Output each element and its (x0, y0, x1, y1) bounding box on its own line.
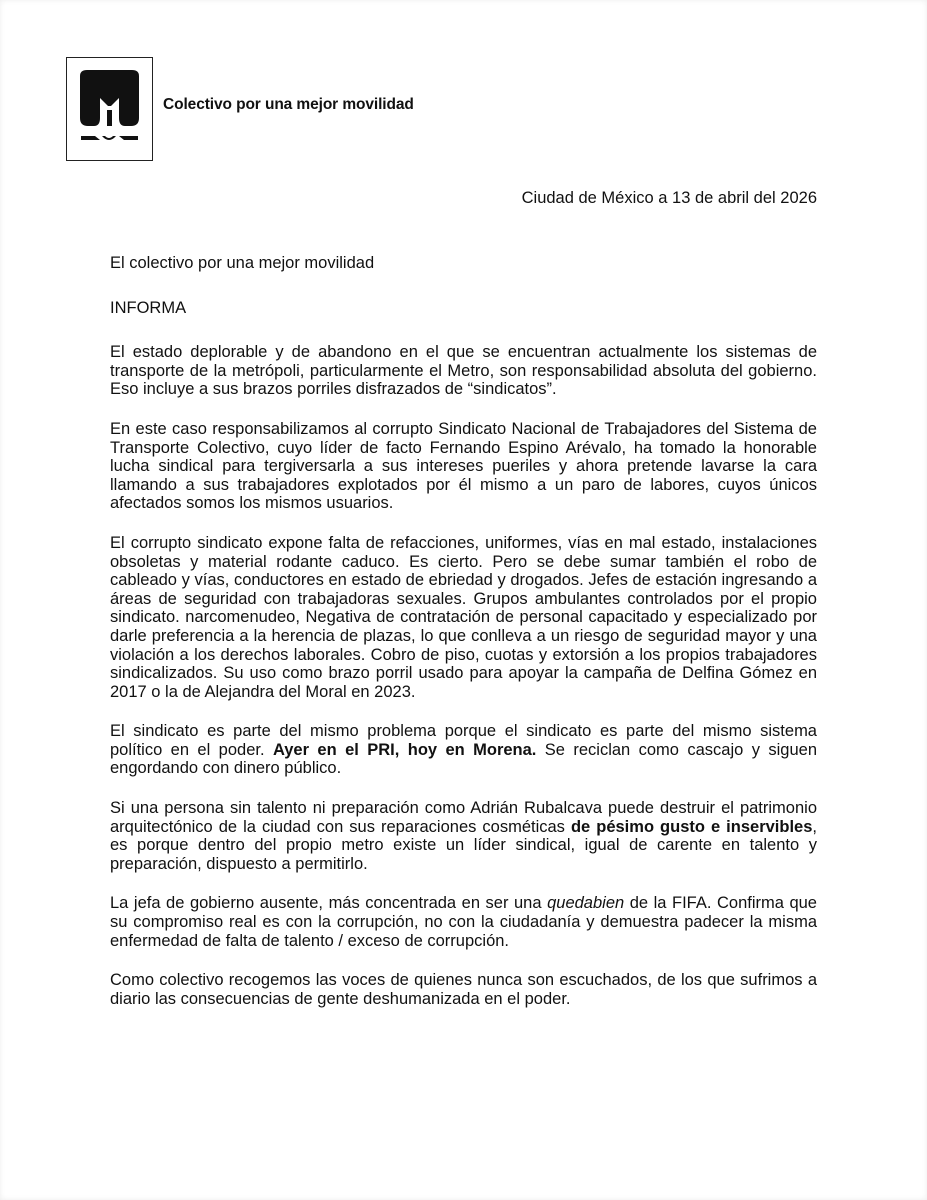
colectivo-cm-logo-icon (67, 58, 152, 160)
paragraph-6-text-end: de la FIFA. Confirma que su compromiso real es con la corrupción, no con la ciudadanía y demuestra padecer la misma enfermedad de falta de talento / exceso de corrupción. (110, 894, 817, 950)
paragraph-5 (110, 799, 817, 873)
paragraph-4-text: El sindicato es parte del mismo problema porque el sindicato es parte del mismo sistema político en el poder. (110, 722, 817, 759)
paragraph-6-italic: quedabien (547, 894, 625, 913)
letter-body (110, 254, 817, 1029)
letter-date: Ciudad de México a 13 de abril del 2026 (521, 189, 817, 207)
paragraph-6 (110, 894, 817, 950)
paragraph-5-text: Si una persona sin talento ni preparación como Adrián Rubalcava puede destruir el patrimonio arquitectónico de la ciudad con sus reparaciones cosméticas (110, 799, 817, 836)
paragraph-3: El corrupto sindicato expone falta de refacciones, uniformes, vías en mal estado, instalaciones obsoletas y material rodante caduco. Es cierto. Pero se debe sumar también el robo de cableado y vías, conductores en estado de ebriedad y drogados. Jefes de estación ingresando a áreas de seguridad con trabajadoras sexuales. Grupos ambulantes controlados por el propio sindicato. narcomenudeo, Negativa de contratación de personal capacitado y especializado por darle preferencia a la herencia de plazas, lo que conlleva a un riesgo de seguridad mayor y una violación a los derechos laborales. Cobro de piso, cuotas y extorsión a los propios trabajadores sindicalizados. Su uso como brazo porril usado para apoyar la campaña de Delfina Gómez en 2017 o la de Alejandra del Moral en 2023. (110, 533, 817, 701)
paragraph-4-text-end: Se reciclan como cascajo y siguen engordando con dinero público. (110, 740, 817, 778)
paragraph-2: En este caso responsabilizamos al corrupto Sindicato Nacional de Trabajadores del Sistema de Transporte Colectivo, cuyo líder de facto Fernando Espino Arévalo, ha tomado la honorable lucha sindical para tergiversarla a sus intereses pueriles y ahora pretende lavarse la cara llamando a sus trabajadores explotados por él mismo a un paro de labores, cuyos únicos afectados somos los mismos usuarios. (110, 419, 817, 513)
organization-name: Colectivo por una mejor movilidad (163, 96, 414, 113)
paragraph-7: Como colectivo recogemos las voces de quienes nunca son escuchados, de los que sufrimos a diario las consecuencias de gente deshumanizada en el poder. (110, 971, 817, 1008)
paragraph-1: El estado deplorable y de abandono en el que se encuentran actualmente los sistemas de transporte de la metrópoli, particularmente el Metro, son responsabilidad absoluta del gobierno. Eso incluye a sus brazos porriles disfrazados de “sindicatos”. (110, 343, 817, 399)
paragraph-4 (110, 722, 817, 778)
paragraph-5-bold: de pésimo gusto e inservibles (570, 817, 813, 836)
paragraph-5-text-end: , es porque dentro del propio metro existe un líder sindical, igual de carente en talento y preparación, dispuesto a permitirlo. (110, 817, 817, 873)
paragraph-4-bold: Ayer en el PRI, hoy en Morena. (272, 740, 537, 759)
letter-informa: INFORMA (110, 298, 187, 317)
logo (66, 57, 153, 161)
paragraph-6-text: La jefa de gobierno ausente, más concentrada en ser una (110, 894, 548, 913)
letter-intro: El colectivo por una mejor movilidad (110, 254, 375, 272)
